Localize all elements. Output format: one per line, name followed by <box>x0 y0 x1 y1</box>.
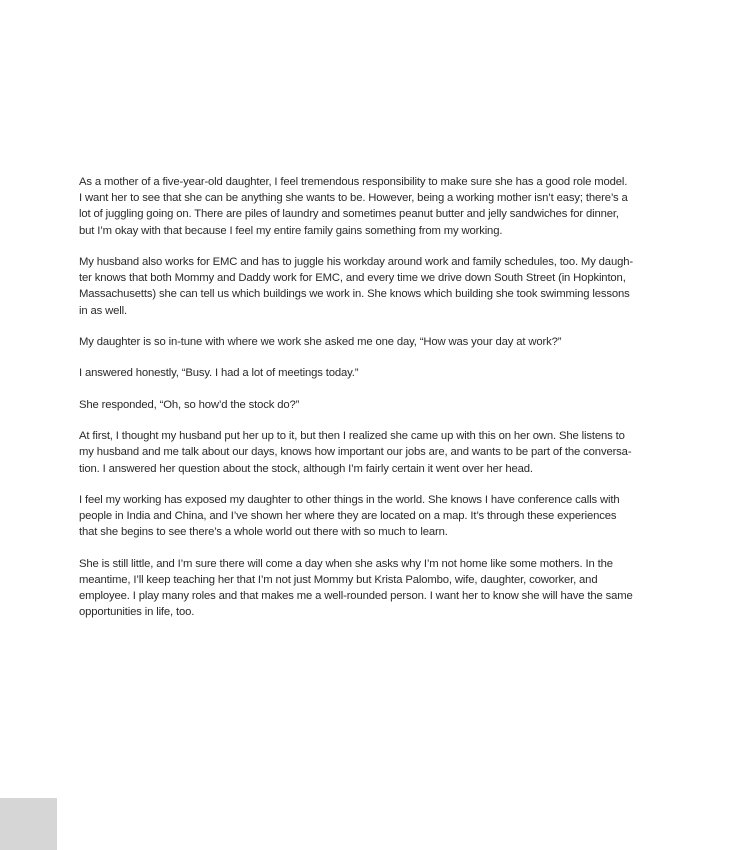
paragraph-1: As a mother of a five-year-old daughter, I feel tremendous responsibility to make sure she has a good role model. I want her to see that she can be anything she wants to be. However, being a working mother isn’t easy; there’s a lot of juggling going on. There are piles of laundry and sometimes peanut butter and jelly sandwiches for dinner, but I’m okay with that because I feel my entire family gains something from my working. <box>79 176 628 237</box>
paragraph-4: I answered honestly, “Busy. I had a lot of meetings today.” <box>79 367 359 380</box>
paragraph-2: My husband also works for EMC and has to juggle his workday around work and family schedules, too. My daugh- ter knows that both Mommy and Daddy work for EMC, and every time we drive down South Street (in Hopkinton, Massachusetts) she can tell us which buildings we work in. She knows which building she took swimming lessons in as well. <box>79 256 633 317</box>
paragraph-7: I feel my working has exposed my daughter to other things in the world. She knows I have conference calls with people in India and China, and I’ve shown her where they are located on a map. It’s through these experiences that she begins to see there’s a whole world out there with so much to learn. <box>79 493 620 539</box>
page-corner-tab <box>0 798 57 850</box>
paragraph-8: She is still little, and I’m sure there will come a day when she asks why I’m not home like some mothers. In the meantime, I’ll keep teaching her that I’m not just Mommy but Krista Palombo, wife, daughter, coworker, and employee. I play many roles and that makes me a well-rounded person. I want her to know she will have the same opportunities in life, too. <box>79 557 633 619</box>
paragraph-3: My daughter is so in-tune with where we work she asked me one day, “How was your day at work?” <box>79 336 562 348</box>
paragraph-6: At first, I thought my husband put her up to it, but then I realized she came up with this on her own. She listens to my husband and me talk about our days, knows how important our jobs are, and wants to be part of the conversa- tion. I answered her question about the stock, although I’m fairly certain it went over her head. <box>79 430 632 475</box>
paragraph-5: She responded, “Oh, so how’d the stock do?” <box>79 398 300 411</box>
body-text <box>79 174 679 636</box>
